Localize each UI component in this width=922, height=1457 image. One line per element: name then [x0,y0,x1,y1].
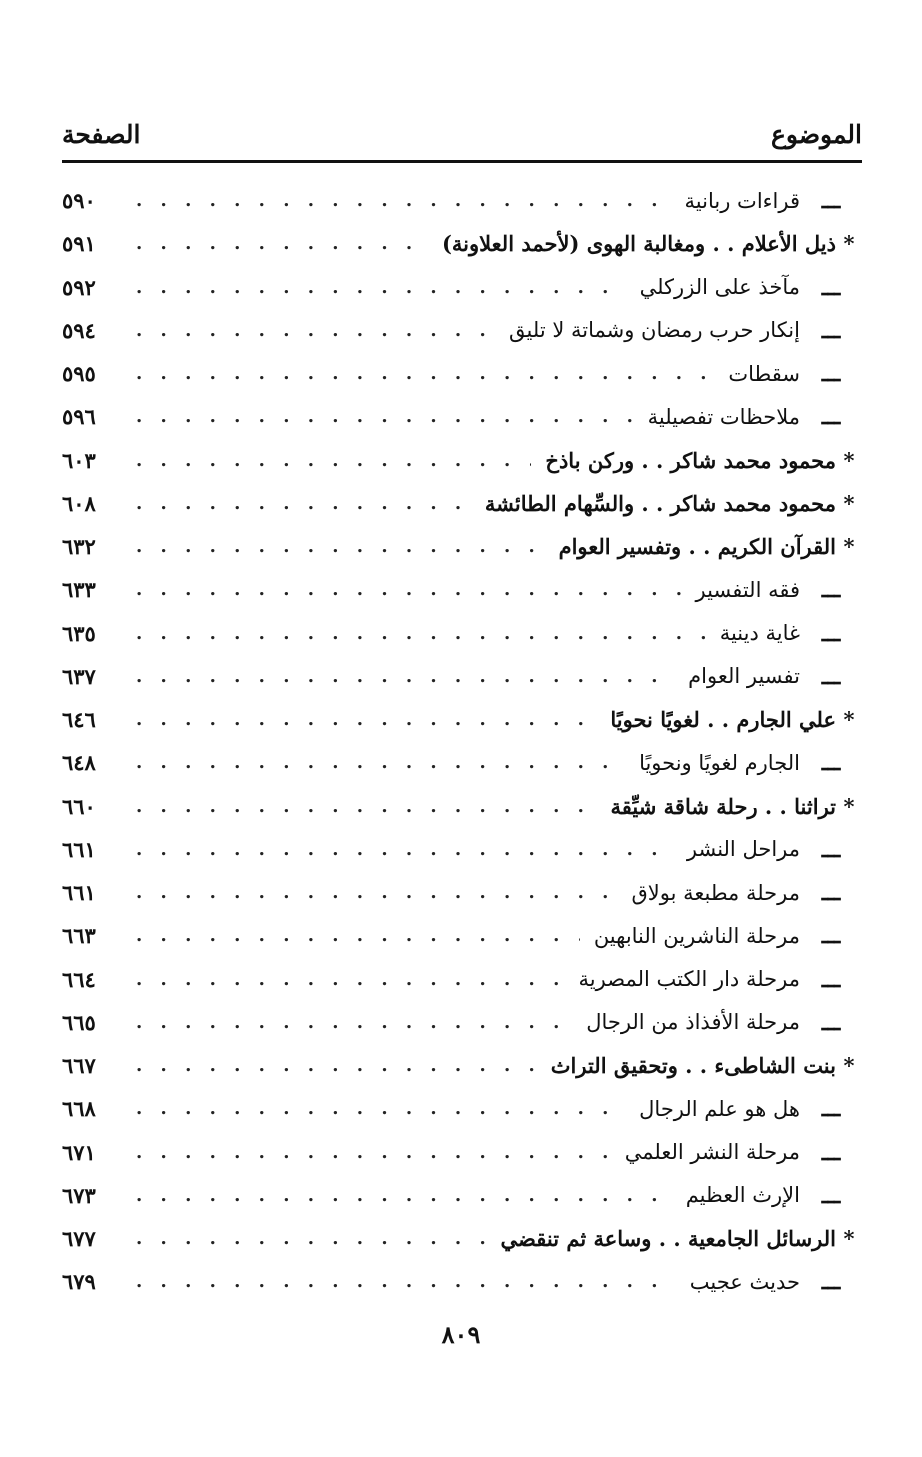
entry-marker: ـــ [821,620,841,646]
toc-entry [62,1174,862,1217]
dot-leader [136,1012,572,1033]
entry-page-number: ٥٩١ [62,231,96,257]
entry-page-number: ٦٣٢ [62,534,96,560]
dot-leader [136,277,626,298]
dot-leader [136,493,471,514]
toc-entry [62,352,862,395]
toc-entry [62,179,862,222]
entry-marker: ـــ [821,188,841,214]
entry-title: سقطات [728,361,800,386]
toc-entry [62,568,862,611]
entry-title: حديث عجيب [689,1269,800,1294]
entry-page-number: ٦٣٥ [62,620,96,646]
entry-page-number: ٥٩٥ [62,361,96,387]
entry-page-number: ٥٩٢ [62,274,96,300]
entry-page-number: ٦٦١ [62,836,96,862]
toc-entry [62,698,862,741]
toc-entry [62,525,862,568]
dot-leader [136,1098,625,1119]
entry-title: محمود محمد شاكر . . وركن باذخ [545,447,836,473]
entry-marker: ـــ [821,966,841,992]
entry-marker: ـــ [821,836,841,862]
entry-page-number: ٦٦٠ [62,793,96,819]
toc-entry [62,1131,862,1174]
toc-entry [62,439,862,482]
toc-entry [62,1044,862,1087]
toc-entry [62,266,862,309]
entry-marker: ـــ [821,1139,841,1165]
entry-marker: * [843,1053,855,1079]
toc-entry [62,1260,862,1303]
entry-page-number: ٦٧٧ [62,1226,96,1252]
entry-page-number: ٦٣٧ [62,663,96,689]
dot-leader [136,1055,537,1076]
table-of-contents [62,179,862,1304]
toc-entry [62,741,862,784]
toc-header [62,112,862,156]
entry-title: محمود محمد شاكر . . والسِّهام الطائشة [484,490,836,516]
entry-title: هل هو علم الرجال [639,1096,800,1121]
page-column-label: الصفحة [62,119,141,149]
entry-title: الرسائل الجامعية . . وساعة ثم تنقضي [500,1226,836,1252]
dot-leader [136,363,714,384]
entry-title: مآخذ على الزركلي [639,275,800,300]
entry-page-number: ٦٤٨ [62,750,96,776]
dot-leader [136,450,531,471]
entry-page-number: ٦٦٤ [62,966,96,992]
header-divider [62,160,862,163]
entry-marker: ـــ [821,317,841,343]
entry-marker: ـــ [821,274,841,300]
entry-marker: ـــ [821,404,841,430]
dot-leader [136,320,495,341]
entry-title: ذيل الأعلام . . ومغالبة الهوى (لأحمد العلاونة) [441,231,836,257]
entry-page-number: ٥٩٦ [62,404,96,430]
dot-leader [136,752,625,773]
dot-leader [136,882,617,903]
dot-leader [136,839,673,860]
entry-title: غاية دينية [719,621,800,646]
entry-marker: ـــ [821,1269,841,1295]
dot-leader [136,796,597,817]
entry-title: فقه التفسير [695,577,800,602]
entry-marker: * [843,1226,855,1252]
entry-marker: ـــ [821,1096,841,1122]
entry-marker: * [843,231,855,257]
dot-leader [136,709,596,730]
entry-page-number: ٦٧٣ [62,1182,96,1208]
toc-entry [62,1087,862,1130]
toc-entry [62,914,862,957]
entry-page-number: ٦٦٥ [62,1009,96,1035]
entry-title: قراءات ربانية [684,188,800,213]
toc-entry [62,785,862,828]
toc-entry [62,1217,862,1260]
dot-leader [136,969,565,990]
dot-leader [136,536,545,557]
entry-page-number: ٦٠٨ [62,490,96,516]
toc-entry [62,309,862,352]
entry-title: ملاحظات تفصيلية [647,404,800,429]
dot-leader [136,925,580,946]
entry-title: بنت الشاطىء . . وتحقيق التراث [550,1053,836,1079]
entry-marker: ـــ [821,880,841,906]
entry-title: مرحلة الأفذاذ من الرجال [586,1010,800,1035]
toc-entry [62,655,862,698]
toc-entry [62,1001,862,1044]
dot-leader [136,1142,611,1163]
toc-entry [62,395,862,438]
page-footer [0,1320,922,1349]
entry-page-number: ٦٧١ [62,1139,96,1165]
entry-title: مرحلة دار الكتب المصرية [578,967,800,992]
dot-leader [136,666,674,687]
entry-marker: * [843,490,855,516]
entry-marker: ـــ [821,1182,841,1208]
entry-title: الإرث العظيم [685,1183,800,1208]
dot-leader [136,623,706,644]
dot-leader [136,406,634,427]
dot-leader [136,1185,672,1206]
entry-marker: ـــ [821,1009,841,1035]
dot-leader [136,233,428,254]
dot-leader [136,579,682,600]
toc-entry [62,482,862,525]
entry-page-number: ٥٩٠ [62,188,96,214]
entry-title: تفسير العوام [688,664,800,689]
entry-marker: * [843,447,855,473]
entry-title: إنكار حرب رمضان وشماتة لا تليق [509,318,800,343]
toc-entry [62,958,862,1001]
entry-title: مرحلة مطبعة بولاق [631,880,800,905]
entry-marker: ـــ [821,577,841,603]
entry-page-number: ٦٦٣ [62,923,96,949]
toc-entry [62,222,862,265]
entry-page-number: ٦٦١ [62,880,96,906]
entry-marker: * [843,793,855,819]
entry-page-number: ٦٦٨ [62,1096,96,1122]
entry-marker: ـــ [821,663,841,689]
entry-title: مرحلة الناشرين النابهين [593,923,800,948]
toc-entry [62,871,862,914]
entry-title: مرحلة النشر العلمي [624,1140,800,1165]
entry-title: تراثنا . . رحلة شاقة شيِّقة [610,793,836,819]
dot-leader [136,1271,676,1292]
dot-leader [136,190,671,211]
entry-marker: * [843,707,855,733]
entry-page-number: ٦٤٦ [62,707,96,733]
topic-column-label: الموضوع [771,119,862,149]
entry-marker: * [843,534,855,560]
entry-title: القرآن الكريم . . وتفسير العوام [558,534,836,560]
entry-page-number: ٦٦٧ [62,1053,96,1079]
entry-marker: ـــ [821,923,841,949]
entry-page-number: ٦٣٣ [62,577,96,603]
entry-title: مراحل النشر [686,837,800,862]
entry-marker: ـــ [821,750,841,776]
entry-title: الجارم لغويًا ونحويًا [639,750,800,775]
toc-entry [62,612,862,655]
entry-title: علي الجارم . . لغويًا نحويًا [610,707,836,733]
toc-entry [62,828,862,871]
entry-page-number: ٥٩٤ [62,317,96,343]
entry-page-number: ٦٧٩ [62,1269,96,1295]
dot-leader [136,1228,487,1249]
entry-page-number: ٦٠٣ [62,447,96,473]
entry-marker: ـــ [821,361,841,387]
page-number: ٨٠٩ [441,1320,481,1349]
